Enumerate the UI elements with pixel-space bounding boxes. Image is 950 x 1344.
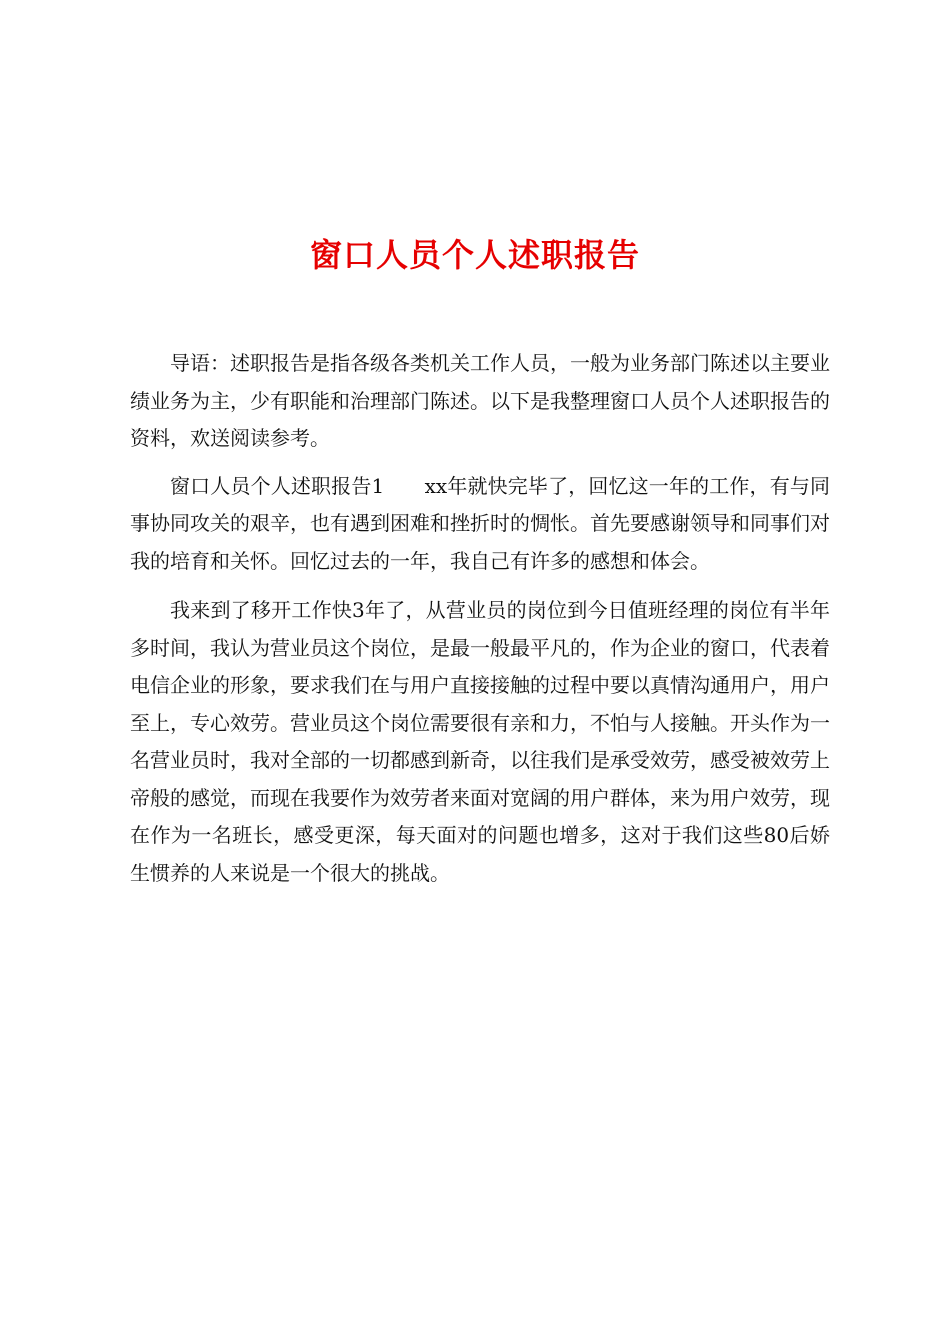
intro-paragraph: 导语：述职报告是指各级各类机关工作人员，一般为业务部门陈述以主要业绩业务为主，少有职能和治理部门陈述。以下是我整理窗口人员个人述职报告的资料，欢送阅读参考。 <box>130 351 830 450</box>
document-body <box>130 345 830 892</box>
page-title: 窗口人员个人述职报告 <box>309 236 640 275</box>
experience-paragraph: 我来到了移开工作快3年了，从营业员的岗位到今日值班经理的岗位有半年多时间，我认为营业员这个岗位，是最一般最平凡的，作为企业的窗口，代表着电信企业的形象，要求我们在与用户直接接触的过程中要以真情沟通用户，用户至上，专心效劳。营业员这个岗位需要很有亲和力，不怕与人接触。开头作为一名营业员时，我对全部的一切都感到新奇，以往我们是承受效劳，感受被效劳上帝般的感觉，而现在我要作为效劳者来面对宽阔的用户群体，来为用户效劳，现在作为一名班长，感受更深，每天面对的问题也增多，这对于我们这些80后娇生惯养的人来说是一个很大的挑战。 <box>130 598 830 885</box>
report-1-paragraph: 窗口人员个人述职报告1 xx年就快完毕了，回忆这一年的工作，有与同事协同攻关的艰辛，也有遇到困难和挫折时的惆怅。首先要感谢领导和同事们对我的培育和关怀。回忆过去的一年，我自己有许多的感想和体会。 <box>130 473 830 573</box>
